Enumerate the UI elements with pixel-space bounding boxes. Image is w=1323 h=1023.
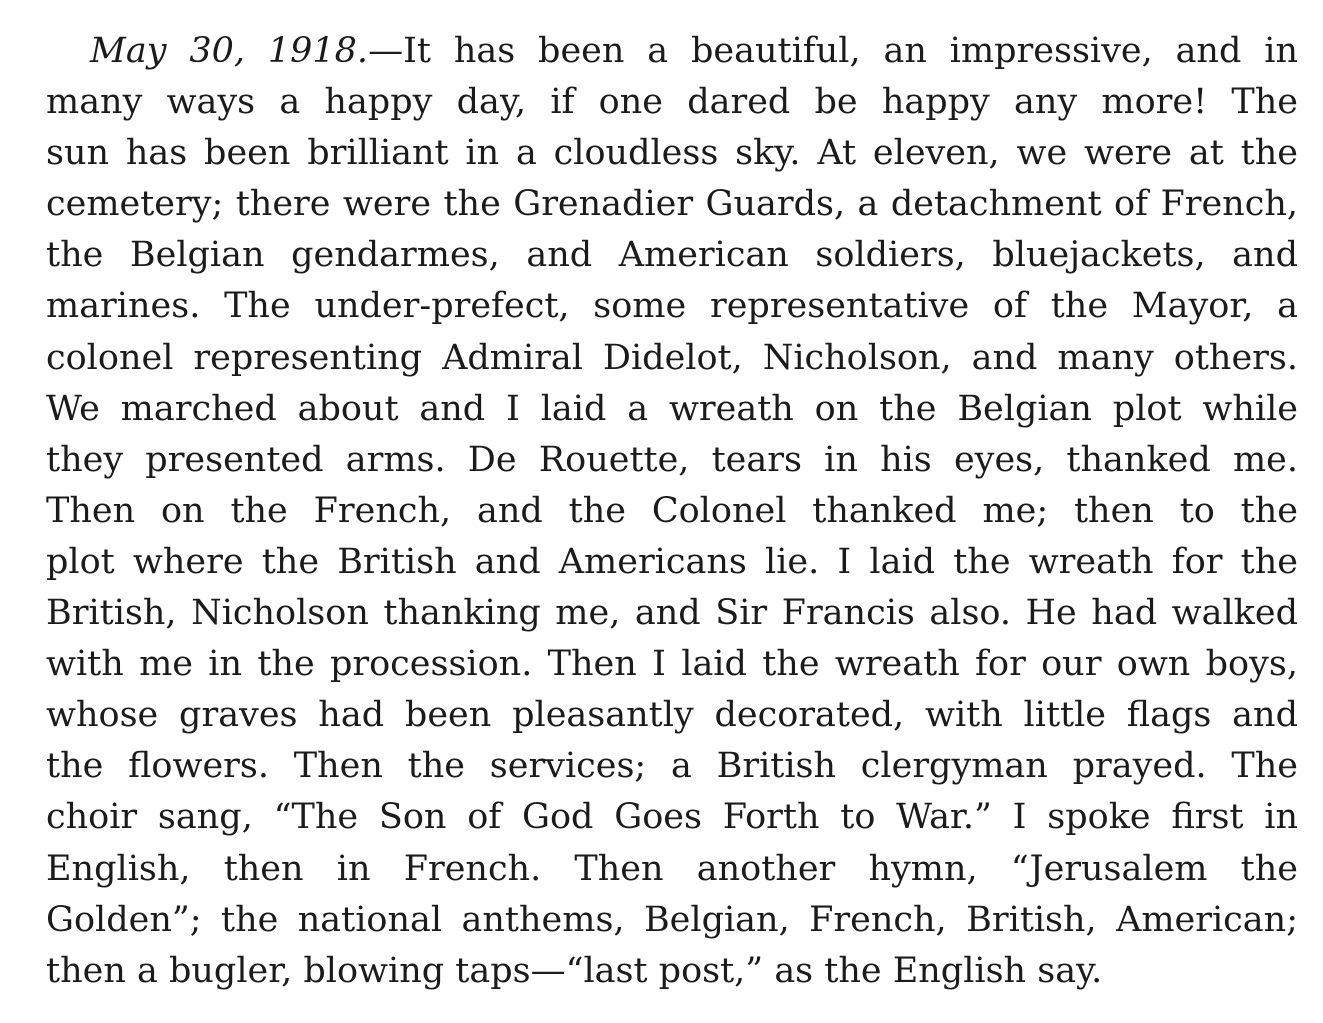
entry-line-17: English, then in French. Then another hymn, “Jerusalem the	[46, 848, 1298, 889]
entry-line-16: choir sang, “The Son of God Goes Forth to War.” I spoke first in	[46, 797, 1298, 838]
entry-line-10: Then on the French, and the Colonel thanked me; then to the	[46, 490, 1298, 531]
entry-line-14: whose graves had been pleasantly decorated, with little flags and	[46, 695, 1298, 736]
entry-line-1	[46, 26, 1298, 77]
entry-line-2: many ways a happy day, if one dared be happy any more! The	[46, 82, 1298, 123]
entry-line-19: then a bugler, blowing taps—“last post,” as the English say.	[46, 950, 1103, 991]
entry-line-3: sun has been brilliant in a cloudless sky. At eleven, we were at the	[46, 133, 1298, 174]
entry-line-5: the Belgian gendarmes, and American soldiers, bluejackets, and	[46, 235, 1298, 276]
entry-date: May 30, 1918.	[90, 31, 369, 71]
entry-line-7: colonel representing Admiral Didelot, Nicholson, and many others.	[46, 337, 1298, 378]
diary-entry	[46, 26, 1298, 997]
entry-line-4: cemetery; there were the Grenadier Guards, a detachment of French,	[46, 184, 1298, 225]
entry-line-13: with me in the procession. Then I laid the wreath for our own boys,	[46, 644, 1298, 685]
entry-line-18: Golden”; the national anthems, Belgian, French, British, American;	[46, 899, 1298, 940]
entry-line-12: British, Nicholson thanking me, and Sir Francis also. He had walked	[46, 593, 1298, 634]
entry-line-8: We marched about and I laid a wreath on the Belgian plot while	[46, 388, 1298, 429]
entry-line-6: marines. The under-prefect, some representative of the Mayor, a	[46, 286, 1298, 327]
entry-line-11: plot where the British and Americans lie. I laid the wreath for the	[46, 541, 1298, 582]
entry-line-1-text: —It has been a beautiful, an impressive, and in	[368, 31, 1298, 71]
entry-line-9: they presented arms. De Rouette, tears in his eyes, thanked me.	[46, 439, 1298, 480]
entry-line-15: the flowers. Then the services; a British clergyman prayed. The	[46, 746, 1298, 787]
